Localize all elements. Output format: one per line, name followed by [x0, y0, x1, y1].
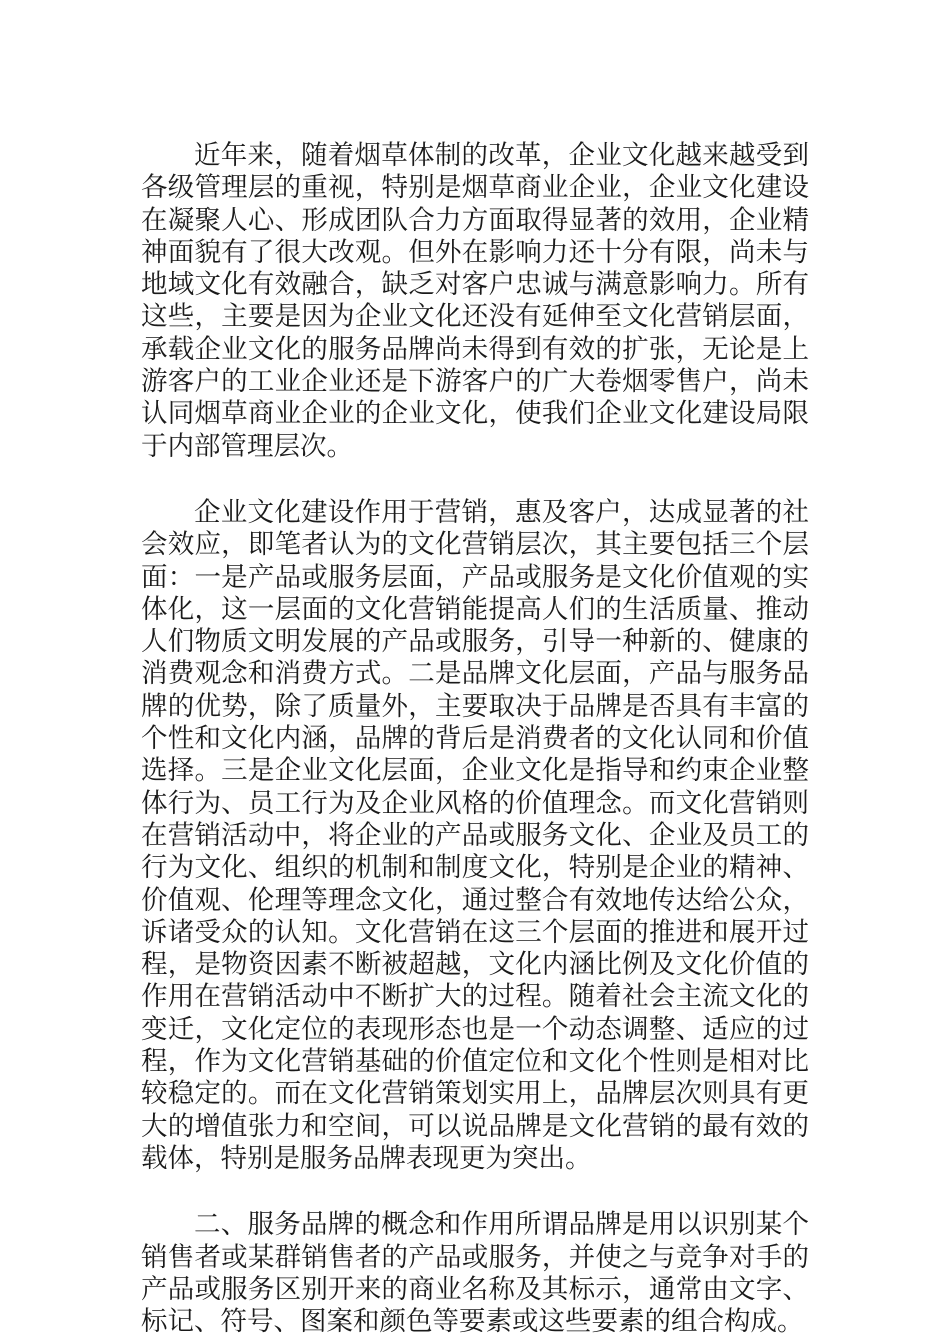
document-body [141, 140, 809, 1338]
paragraph-cultural-marketing-levels: 企业文化建设作用于营销，惠及客户，达成显著的社会效应，即笔者认为的文化营销层次，其主要包括三个层面：一是产品或服务层面，产品或服务是文化价值观的实体化，这一层面的文化营销能提高人们的生活质量、推动人们物质文明发展的产品或服务，引导一种新的、健康的消费观念和消费方式。二是品牌文化层面，产品与服务品牌的优势，除了质量外，主要取决于品牌是否具有丰富的个性和文化内涵，品牌的背后是消费者的文化认同和价值选择。三是企业文化层面，企业文化是指导和约束企业整体行为、员工行为及企业风格的价值理念。而文化营销则在营销活动中，将企业的产品或服务文化、企业及员工的行为文化、组织的机制和制度文化，特别是企业的精神、价值观、伦理等理念文化，通过整合有效地传达给公众，诉诸受众的认知。文化营销在这三个层面的推进和展开过程，是物资因素不断被超越，文化内涵比例及文化价值的作用在营销活动中不断扩大的过程。随着社会主流文化的变迁，文化定位的表现形态也是一个动态调整、适应的过程，作为文化营销基础的价值定位和文化个性则是相对比较稳定的。而在文化营销策划实用上，品牌层次则具有更大的增值张力和空间，可以说品牌是文化营销的最有效的载体，特别是服务品牌表现更为突出。 [141, 496, 809, 1174]
paragraph-intro: 近年来，随着烟草体制的改革，企业文化越来越受到各级管理层的重视，特别是烟草商业企业，企业文化建设在凝聚人心、形成团队合力方面取得显著的效用，企业精神面貌有了很大改观。但外在影响力还十分有限，尚未与地域文化有效融合，缺乏对客户忠诚与满意影响力。所有这些，主要是因为企业文化还没有延伸至文化营销层面，承载企业文化的服务品牌尚未得到有效的扩张，无论是上游客户的工业企业还是下游客户的广大卷烟零售户，尚未认同烟草商业企业的企业文化，使我们企业文化建设局限于内部管理层次。 [141, 140, 809, 462]
paragraph-service-brand-concept: 二、服务品牌的概念和作用所谓品牌是用以识别某个销售者或某群销售者的产品或服务，并使之与竞争对手的产品或服务区别开来的商业名称及其标示，通常由文字、标记、符号、图案和颜色等要素或这些要素的组合构成。 [141, 1209, 809, 1338]
